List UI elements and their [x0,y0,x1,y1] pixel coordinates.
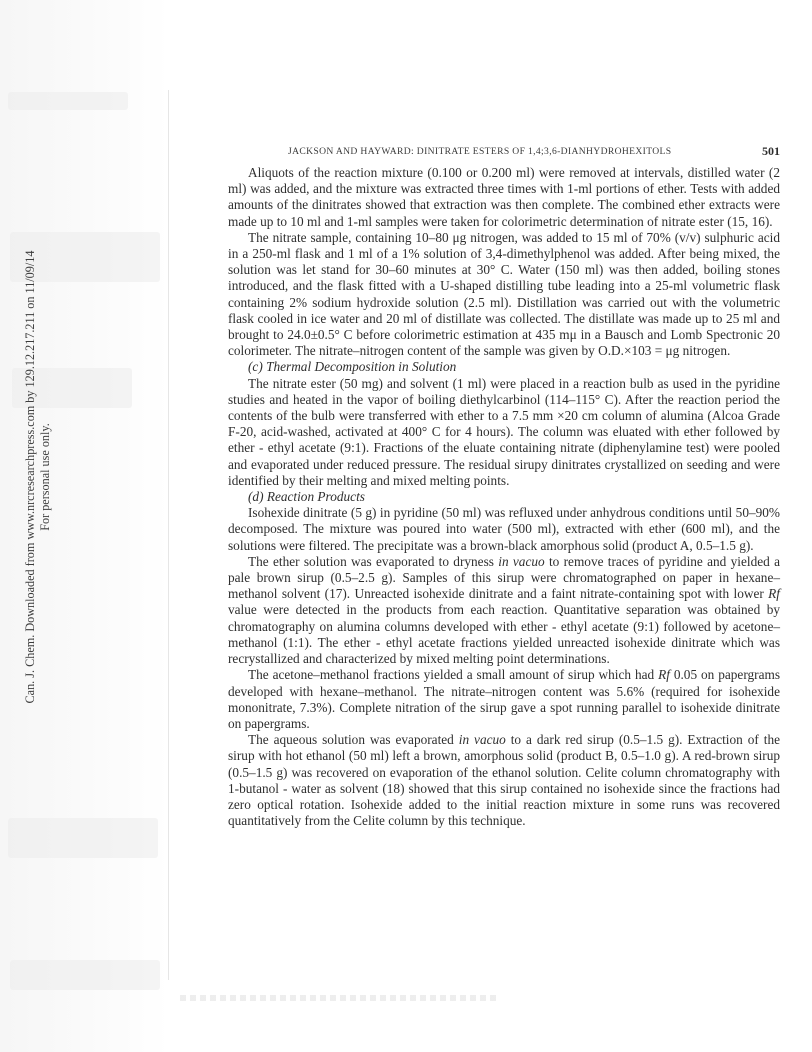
article-body [228,165,780,829]
paragraph: Aliquots of the reaction mixture (0.100 or 0.200 ml) were removed at intervals, distilled water (2 ml) was added, and the mixture was extracted three times with 1-ml portions of ether. Tests with added amounts of the dinitrates showed that extraction was then complete. The combined ether extracts were made up to 10 ml and 1-ml samples were taken for colorimetric determination of nitrate ester (15, 16). [228,165,780,229]
text-run: 0.05 on papergrams developed with hexane–methanol. The nitrate–nitrogen content was 5.6% (required for isohexide mononitrate, 7.3%). Complete nitration of the sirup gave a spot running parallel to isohexide dinitrate on papergrams. [228,667,780,731]
section-heading: (d) Reaction Products [248,489,365,505]
section-heading: (c) Thermal Decomposition in Solution [248,359,457,375]
paragraph [228,732,780,829]
paragraph [228,554,780,667]
scan-smudge [10,960,160,990]
paragraph: The nitrate ester (50 mg) and solvent (1 ml) were placed in a reaction bulb as used in the pyridine studies and heated in the vapor of boiling diethylcarbinol (114–115° C). After the reaction period the contents of the bulb were transferred with ether to a 7.5 mm ×20 cm column of alumina (Alcoa Grade F-20, acid-washed, activated at 400° C for 4 hours). The column was eluated with ether followed by ether - ethyl acetate (9:1). Fractions of the eluate containing nitrate (diphenylamine test) were pooled and evaporated under reduced pressure. The residual sirupy dinitrates crystallized on seeding and were identified by their melting and mixed melting points. [228,375,780,488]
text-run: The aqueous solution was evaporated [248,732,459,748]
text-run: The acetone–methanol fractions yielded a small amount of sirup which had [248,667,659,683]
scan-smudge [8,818,158,858]
text-run: value were detected in the products from each reaction. Quantitative separation was obtained by chromatography on alumina columns developed with ether - ethyl acetate (9:1) followed by acetone–methanol (1:1). The ether - ethyl acetate fractions yielded unreacted isohexide dinitrate which was recrystallized and characterized by mixed melting point determinations. [228,602,780,667]
paragraph [228,667,780,732]
paragraph: The nitrate sample, containing 10–80 μg nitrogen, was added to 15 ml of 70% (v/v) sulphuric acid in a 250-ml flask and 1 ml of a 1% solution of 3,4-dimethylphenol was added. After being mixed, the solution was let stand for 30–60 minutes at 30° C. Water (150 ml) was then added, boiling stones introduced, and the flask fitted with a U-shaped distilling tube leading into a 25-ml volumetric flask containing 2% sodium hydroxide solution (2.5 ml). Distillation was carried out with the volumetric flask cooled in ice water and 20 ml of distillate was collected. The distillate was made up to 25 ml and brought to 24.0±0.5° C before colorimetric estimation at 435 mμ in a Bausch and Lomb Spectronic 20 colorimeter. The nitrate–nitrogen content of the sample was given by O.D.×103 = μg nitrogen. [228,229,780,359]
download-stamp-line2: For personal use only. [38,423,52,531]
scan-fold-line [168,90,169,980]
emphasis: in vacuo [458,732,506,748]
rf-symbol: Rf [768,586,780,602]
scan-footer-noise [180,995,500,1001]
text-run: to a dark red sirup (0.5–1.5 g). Extraction of the sirup with hot ethanol (50 ml) left a brown, amorphous solid (product B, 0.5–1.0 g). A red-brown sirup (0.5–1.5 g) was recovered on evaporation of the ethanol solution. Celite column chromatography with 1-butanol - water as solvent (18) showed that this sirup contained no isohexide since the fractions had zero optical rotation. Isohexide added to the initial reaction mixture in some runs was recovered quantitatively from the Celite column by this technique. [228,732,780,829]
emphasis: in vacuo [498,553,545,569]
scan-smudge [8,92,128,110]
download-stamp [23,242,63,712]
paragraph: Isohexide dinitrate (5 g) in pyridine (50 ml) was refluxed under anhydrous conditions until 50–90% decomposed. The mixture was poured into water (500 ml), extracted with ether (600 ml), and the solutions were filtered. The precipitate was a brown-black amorphous solid (product A, 0.5–1.5 g). [228,505,780,553]
text-run: The ether solution was evaporated to dryness [248,553,499,569]
page-number: 501 [762,144,780,158]
download-stamp-line1: Can. J. Chem. Downloaded from www.nrcresearchpress.com by 129.12.217.211 on 11/09/14 [23,250,37,704]
rf-symbol: Rf [658,667,670,683]
text-run: to remove traces of pyridine and yielded a pale brown sirup (0.5–2.5 g). Samples of this sirup were chromatographed on paper in hexane–methanol solvent (17). Unreacted isohexide dinitrate and a faint nitrate-containing spot with lower [228,553,780,602]
running-head: JACKSON AND HAYWARD: DINITRATE ESTERS OF 1,4;3,6-DIANHYDROHEXITOLS [288,146,672,157]
